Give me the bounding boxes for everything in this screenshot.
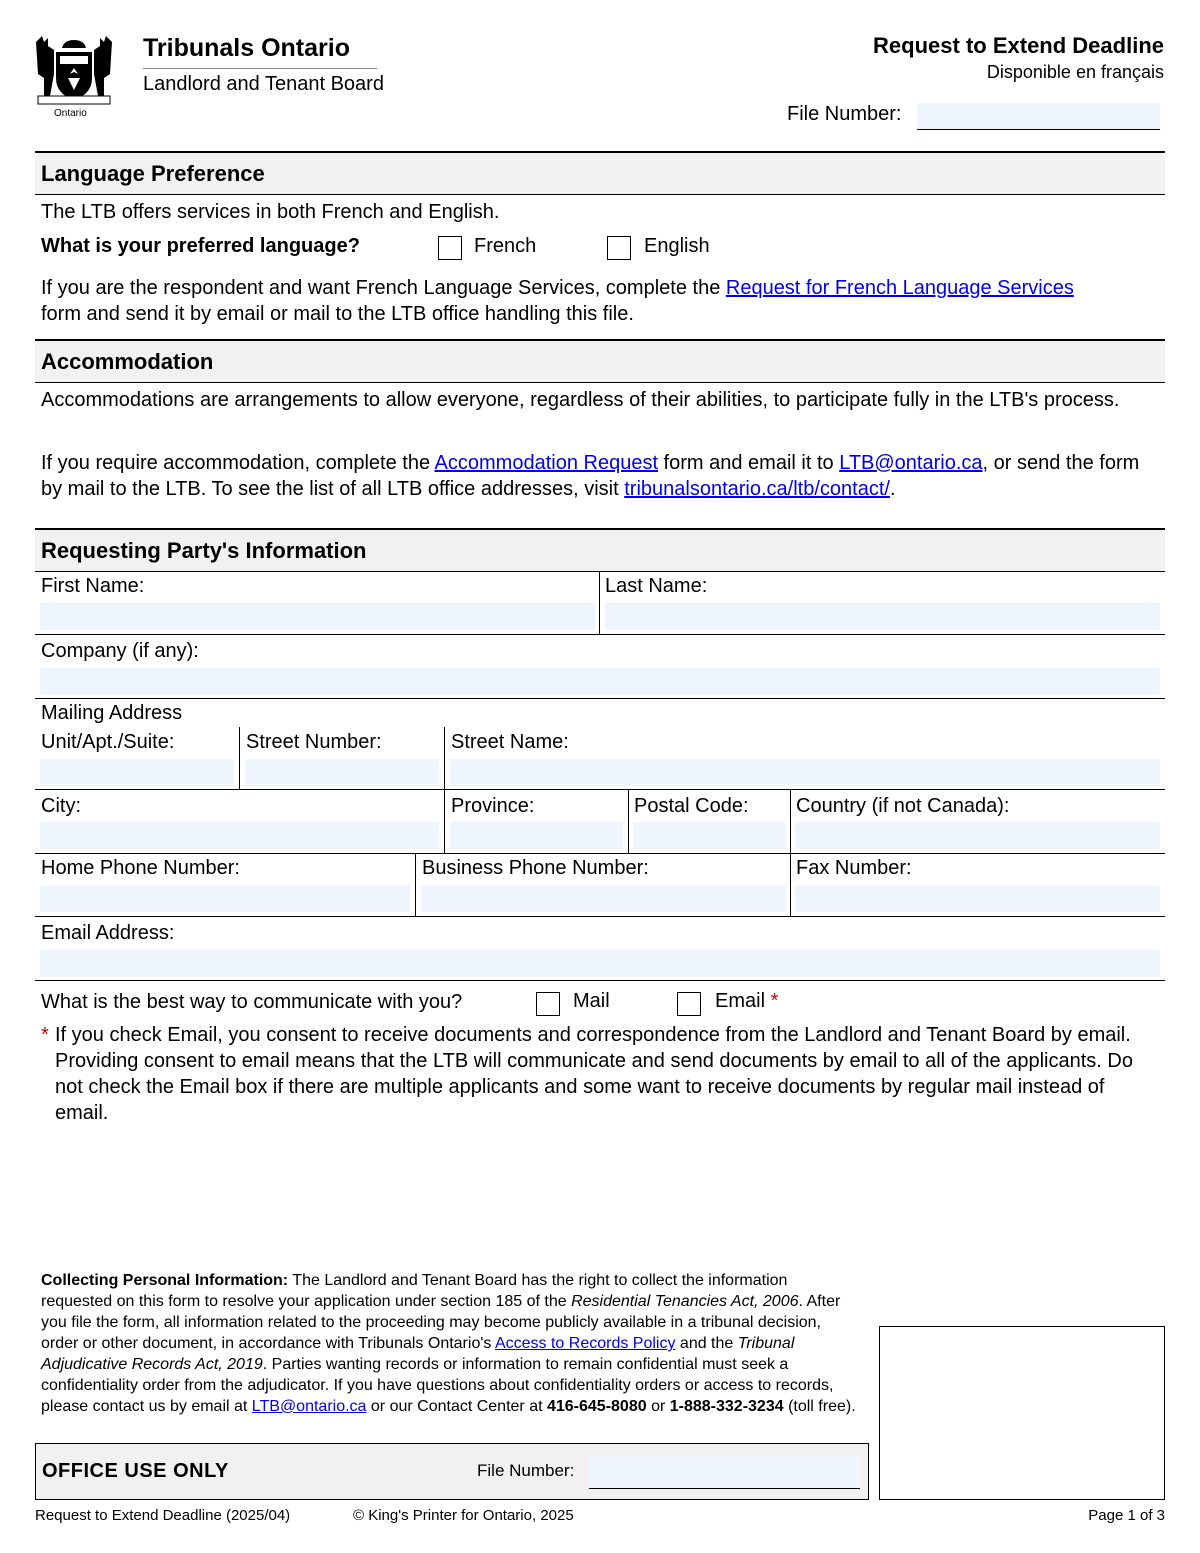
company-input[interactable] bbox=[40, 668, 1160, 695]
ontario-coat-of-arms-logo bbox=[32, 34, 116, 120]
access-records-link[interactable]: Access to Records Policy bbox=[494, 1335, 676, 1352]
divider bbox=[628, 789, 629, 853]
file-number-input[interactable] bbox=[917, 103, 1160, 130]
email-option-label: Email * bbox=[715, 990, 779, 1012]
divider bbox=[239, 727, 240, 789]
divider bbox=[599, 572, 600, 635]
last-name-input[interactable] bbox=[605, 603, 1160, 630]
ltb-email-link[interactable]: LTB@ontario.ca bbox=[839, 452, 983, 474]
email-checkbox[interactable] bbox=[677, 992, 701, 1016]
communication-question: What is the best way to communicate with you? bbox=[41, 991, 463, 1013]
email-input[interactable] bbox=[40, 950, 1160, 977]
accommodation-intro: Accommodations are arrangements to allow everyone, regardless of their abilities, to participate fully in the LTB's process. bbox=[41, 389, 1120, 411]
unit-label: Unit/Apt./Suite: bbox=[41, 731, 175, 753]
english-checkbox[interactable] bbox=[607, 236, 631, 260]
form-title: Request to Extend Deadline bbox=[873, 33, 1164, 58]
business-phone-input[interactable] bbox=[421, 885, 786, 912]
divider bbox=[35, 634, 1165, 635]
postal-code-input[interactable] bbox=[633, 822, 786, 849]
country-input[interactable] bbox=[795, 822, 1160, 849]
office-use-label: OFFICE USE ONLY bbox=[42, 1460, 229, 1482]
ltb-contact-link[interactable]: tribunalsontario.ca/ltb/contact/ bbox=[624, 478, 890, 500]
home-phone-label: Home Phone Number: bbox=[41, 857, 240, 879]
footer-page-number: Page 1 of 3 bbox=[1088, 1507, 1165, 1524]
street-name-input[interactable] bbox=[450, 759, 1160, 786]
company-label: Company (if any): bbox=[41, 640, 199, 662]
language-question: What is your preferred language? bbox=[41, 235, 360, 257]
office-stamp-box bbox=[879, 1326, 1165, 1500]
first-name-input[interactable] bbox=[40, 603, 595, 630]
language-intro: The LTB offers services in both French and English. bbox=[41, 201, 500, 223]
privacy-email-link[interactable]: LTB@ontario.ca bbox=[251, 1398, 367, 1415]
french-availability-note: Disponible en français bbox=[986, 62, 1164, 82]
accommodation-request-link[interactable]: Accommodation Request bbox=[434, 452, 658, 474]
mail-option-label: Mail bbox=[573, 990, 610, 1012]
city-label: City: bbox=[41, 795, 81, 817]
office-file-number-label: File Number: bbox=[477, 1461, 575, 1480]
street-name-label: Street Name: bbox=[451, 731, 569, 753]
street-number-label: Street Number: bbox=[246, 731, 382, 753]
org-name: Tribunals Ontario bbox=[143, 34, 350, 62]
header-rule bbox=[143, 68, 377, 69]
french-checkbox[interactable] bbox=[438, 236, 462, 260]
divider bbox=[35, 789, 1165, 790]
french-services-link[interactable]: Request for French Language Services bbox=[725, 277, 1074, 299]
office-file-number-input[interactable] bbox=[589, 1455, 860, 1489]
fax-label: Fax Number: bbox=[796, 857, 912, 879]
divider bbox=[35, 980, 1165, 981]
last-name-label: Last Name: bbox=[605, 575, 708, 597]
street-number-input[interactable] bbox=[245, 759, 439, 786]
province-label: Province: bbox=[451, 795, 535, 817]
divider bbox=[444, 727, 445, 853]
footer-copyright: © King's Printer for Ontario, 2025 bbox=[353, 1507, 574, 1524]
first-name-label: First Name: bbox=[41, 575, 145, 597]
postal-code-label: Postal Code: bbox=[634, 795, 749, 817]
logo-caption: Ontario bbox=[54, 108, 87, 119]
consent-asterisk: * bbox=[41, 1024, 49, 1046]
business-phone-label: Business Phone Number: bbox=[422, 857, 649, 879]
party-section-header: Requesting Party's Information bbox=[35, 528, 1165, 572]
mail-checkbox[interactable] bbox=[536, 992, 560, 1016]
country-label: Country (if not Canada): bbox=[796, 795, 1010, 817]
mailing-address-label: Mailing Address bbox=[41, 702, 183, 724]
french-option-label: French bbox=[474, 235, 537, 257]
language-section-header: Language Preference bbox=[35, 151, 1165, 195]
required-asterisk: * bbox=[770, 990, 779, 1012]
accommodation-section-header: Accommodation bbox=[35, 339, 1165, 383]
divider bbox=[35, 916, 1165, 917]
file-number-label: File Number: bbox=[787, 103, 902, 125]
divider bbox=[415, 853, 416, 916]
email-consent-note: If you check Email, you consent to receive documents and correspondence from the Landlord and Tenant Board by email. Providing consent to email means that the LTB will communicate and send documents by email to all of the applicants. Do not check the Email box if there are multiple applicants and some want to receive documents by regular mail instead of email. bbox=[55, 1024, 1133, 1124]
board-name: Landlord and Tenant Board bbox=[143, 73, 384, 95]
divider bbox=[35, 853, 1165, 854]
city-input[interactable] bbox=[40, 822, 439, 849]
fax-input[interactable] bbox=[795, 885, 1160, 912]
english-option-label: English bbox=[644, 235, 710, 257]
french-services-note: If you are the respondent and want French Language Services, complete the Request for French Language Services form and send it by email or mail to the LTB office handling this file. bbox=[41, 277, 1074, 325]
unit-input[interactable] bbox=[40, 759, 234, 786]
footer-form-id: Request to Extend Deadline (2025/04) bbox=[35, 1507, 291, 1524]
accommodation-instructions: If you require accommodation, complete the Accommodation Request form and email it to LTB@ontario.ca, or send the form by mail to the LTB. To see the list of all LTB office addresses, visit tribunalsontario.ca/ltb/contact/. bbox=[41, 452, 1140, 500]
home-phone-input[interactable] bbox=[40, 885, 410, 912]
province-input[interactable] bbox=[450, 822, 623, 849]
email-label: Email Address: bbox=[41, 922, 175, 944]
office-use-panel bbox=[35, 1443, 869, 1500]
divider bbox=[35, 698, 1165, 699]
privacy-notice: Collecting Personal Information: The Landlord and Tenant Board has the right to collect the information requested on this form to resolve your application under section 185 of the Residential Tenancies Act, 2006. After you file the form, all information related to the proceeding may become publicly available in a tribunal decision, order or other document, in accordance with Tribunals Ontario's Access to Records Policy and the Tribunal Adjudicative Records Act, 2019. Parties wanting records or information to remain confidential must seek a confidentiality order from the adjudicator. If you have questions about confidentiality orders or access to records, please contact us by email at LTB@ontario.ca or our Contact Center at 416-645-8080 or 1-888-332-3234 (toll free). bbox=[41, 1272, 856, 1415]
